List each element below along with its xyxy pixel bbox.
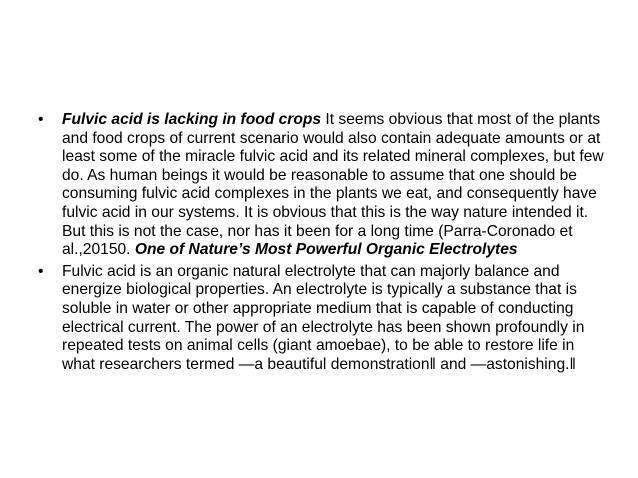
bullet-subheading: One of Nature’s Most Powerful Organic Electrolytes (134, 241, 518, 259)
bullet-body-text: Fulvic acid is an organic natural electrolyte that can majorly balance and energize biological properties. An electrolyte is typically a substance that is soluble in water or other appropriate medium that is capable of conducting electrical current. The power of an electrolyte has been shown profoundly in repeated tests on animal cells (giant amoebae), to be able to restore life in what researchers termed —a beautiful demonstration‖ and —astonishing.‖ (62, 262, 585, 373)
bullet-item-fulvic-crops (38, 111, 608, 260)
bullet-heading: Fulvic acid is lacking in food crops (62, 111, 322, 128)
bullet-body-text: It seems obvious that most of the plants and food crops of current scenario would also contain adequate amounts or at least some of the miracle fulvic acid and its related mineral complexes, but few do. As human beings it would be reasonable to assume that one should be consuming fulvic acid complexes in the plants we eat, and consequently have fulvic acid in our systems. It is obvious that this is the way nature intended it. But this is not the case, nor has it been for a long time (Parra-Coronado et al.,20150. (62, 111, 604, 259)
bullet-icon: • (38, 111, 44, 128)
bullet-item-electrolyte (38, 263, 608, 375)
bullet-list (38, 111, 608, 377)
bullet-icon: • (38, 262, 44, 280)
